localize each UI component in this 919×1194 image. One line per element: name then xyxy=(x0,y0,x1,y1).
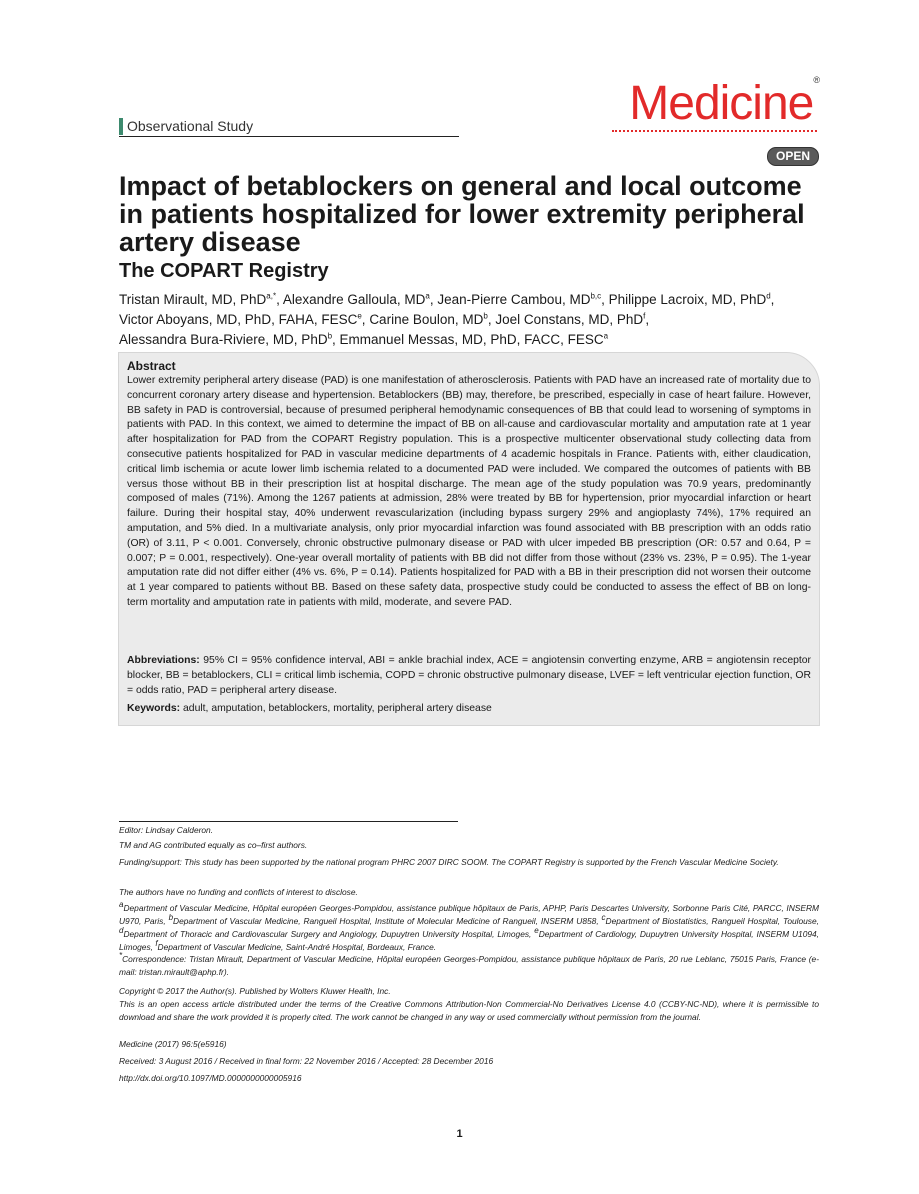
abbreviations-label: Abbreviations: xyxy=(127,655,200,666)
footnote-copyright: Copyright © 2017 the Author(s). Published by Wolters Kluwer Health, Inc. xyxy=(119,986,391,996)
open-access-badge: OPEN xyxy=(767,147,819,166)
page-number: 1 xyxy=(456,1128,463,1140)
section-label: Observational Study xyxy=(127,118,254,134)
journal-name: Medicine xyxy=(629,77,814,130)
abbreviations xyxy=(127,654,811,698)
article-title: Impact of betablockers on general and local outcome in patients hospitalized for lower extremity peripheral artery disease xyxy=(119,171,805,257)
abstract-heading: Abstract xyxy=(127,359,176,373)
footnote-doi[interactable]: http://dx.doi.org/10.1097/MD.0000000000005916 xyxy=(119,1073,302,1083)
footnote-conflicts: The authors have no funding and conflicts of interest to disclose. xyxy=(119,887,358,897)
abstract-body: Lower extremity peripheral artery disease (PAD) is one manifestation of atherosclerosis. Patients with PAD have an increased rate of mortality due to concurrent coronary artery disease and hypertension. Betablockers (BB) may, therefore, be prescribed, especially in case of heart failure. However, BB safety in PAD is controversial, because of presumed peripheral hemodynamic consequences of BB that could lead to worsening of symptoms in patients with PAD. In this context, we aimed to determine the impact of BB on all-cause and cardiovascular mortality and amputation rate at 1 year after hospitalization for PAD from the COPART Registry population. This is a prospective multicenter observational study collecting data from consecutive patients hospitalized for PAD in vascular medicine departments of 4 academic hospitals in France. Patients with, either claudication, critical limb ischemia or acute lower limb ischemia related to a documented PAD were included. We compared the outcomes of patients with BB versus those without BB in their prescription list at hospital discharge. The mean age of the study population was 70.9 years, predominantly composed of males (71%). Among the 1267 patients at admission, 28% were treated by BB for hypertension, prior myocardial infarction or heart failure. During their hospital stay, 40% underwent revascularization (including bypass surgery 29% and angioplasty 74%), 17% required an amputation, and 5% died. In a multivariate analysis, only prior myocardial infarction was found associated with BB prescription with an odds ratio (OR) of 3.11, P < 0.001. Conversely, chronic obstructive pulmonary disease or PAD with ulcer impeded BB prescription (OR: 0.57 and 0.64, P = 0.007; P = 0.001, respectively). One-year overall mortality of patients with BB did not differ from those without (23% vs. 23%, P = 0.95). The 1-year amputation rate did not differ either (4% vs. 6%, P = 0.14). Patients hospitalized for PAD with a BB in their prescription did not worsen their outcome at 1 year compared to patients without BB. Based on these safety data, prospective study could be conducted to assess the effect of BB on long-term mortality and amputation rate in patients with mild, moderate, and severe PAD. xyxy=(127,375,811,608)
abbreviations-text: 95% CI = 95% confidence interval, ABI = ankle brachial index, ACE = angiotensin converting enzyme, ARB = angiotensin receptor blocker, BB = betablockers, CLI = critical limb ischemia, COPD = chronic obstructive pulmonary disease, LVEF = left ventricular ejection function, OR = odds ratio, PAD = peripheral artery disease. xyxy=(127,655,812,696)
author: Joel Constans, MD, PhD$^f$ xyxy=(495,311,646,327)
footnote-citation: Medicine (2017) 96:5(e5916) xyxy=(119,1039,227,1049)
author-list: Tristan Mirault, MD, PhD$^{a,*}$, Alexandre Galloula, $MD^a$, Jean-Pierre Cambou, MD$^{b,c}$, Philippe Lacroix, MD, PhD$^d$, Victor Aboyans, MD, PhD, FAHA, FESC$^e$, Carine Boulon, $MD^b$, Joel Constans, MD, PhD$^f$, Alessandra Bura-Riviere, MD, PhD$^b$, Emmanuel Messas, MD, PhD, FACC, FESC$^a$ xyxy=(119,291,775,347)
footnote-rule xyxy=(119,821,458,822)
author: Emmanuel Messas, MD, PhD, FACC, FESC$^a$ xyxy=(339,331,609,347)
footnote-dates: Received: 3 August 2016 / Received in final form: 22 November 2016 / Accepted: 28 December 2016 xyxy=(119,1056,494,1066)
footnote-affiliations: $^a$Department of Vascular Medicine, Hôpital européen Georges-Pompidou, assistance publique hôpitaux de Paris, APHP, Paris Descartes University, Sorbonne Paris Cité, PARCC, INSERM U970, Paris, $^b$Department of Vascular Medicine, Rangueil Hospital, Institute of Molecular Medicine of Rangueil, INSERM U858, $^c$Department of Biostatistics, Rangueil Hospital, Toulouse, $^d$Department of Thoracic and Cardiovascular Surgery and Angiology, Dupuytren University Hospital, Limoges, $^e$Department of Cardiology, Dupuytren University Hospital, INSERM U1094, Limoges, $^f$Department of Vascular Medicine, Saint-André Hospital, Bordeaux, France. xyxy=(119,900,819,952)
author: Victor Aboyans, MD, PhD, FAHA, FESC$^e$ xyxy=(119,311,362,327)
logo-dotted-rule xyxy=(612,130,817,135)
article-subtitle: The COPART Registry xyxy=(119,260,329,282)
author: Alexandre Galloula, $MD^a$ xyxy=(282,291,430,307)
keywords-text: adult, amputation, betablockers, mortality, peripheral artery disease xyxy=(183,703,492,714)
author: Tristan Mirault, MD, PhD$^{a,*}$ xyxy=(119,291,277,307)
journal-mark: ® xyxy=(813,75,819,85)
journal-logo xyxy=(629,75,819,130)
footnote-license: This is an open access article distributed under the terms of the Creative Commons Attribution-Non Commercial-No Derivatives License 4.0 (CCBY-NC-ND), where it is permissible to download and share the work provided it is properly cited. The work cannot be changed in any way or used commercially without permission from the journal. xyxy=(119,999,819,1022)
author: Jean-Pierre Cambou, MD$^{b,c}$ xyxy=(437,291,602,307)
footnote-contrib: TM and AG contributed equally as co–first authors. xyxy=(119,840,308,850)
keywords xyxy=(127,702,811,717)
footnote-correspondence: *Correspondence: Tristan Mirault, Department of Vascular Medicine, Hôpital européen Georges-Pompidou, assistance publique hôpitaux de Paris, 20 rue Leblanc, 75015 Paris, France (e-mail: tristan.mirault@aphp.fr). xyxy=(119,951,819,977)
keywords-label: Keywords: xyxy=(127,703,181,714)
footnote-funding: Funding/support: This study has been supported by the national program PHRC 2007 DIRC SOOM. The COPART Registry is supported by the French Vascular Medicine Society. xyxy=(119,857,779,867)
author: Philippe Lacroix, MD, PhD$^d$ xyxy=(608,291,771,307)
section-tag-bar xyxy=(119,118,123,135)
section-tag xyxy=(119,116,459,137)
author: Alessandra Bura-Riviere, MD, PhD$^b$ xyxy=(119,331,333,347)
footnote-editor: Editor: Lindsay Calderon. xyxy=(119,825,214,835)
author: Carine Boulon, $MD^b$ xyxy=(369,311,488,327)
